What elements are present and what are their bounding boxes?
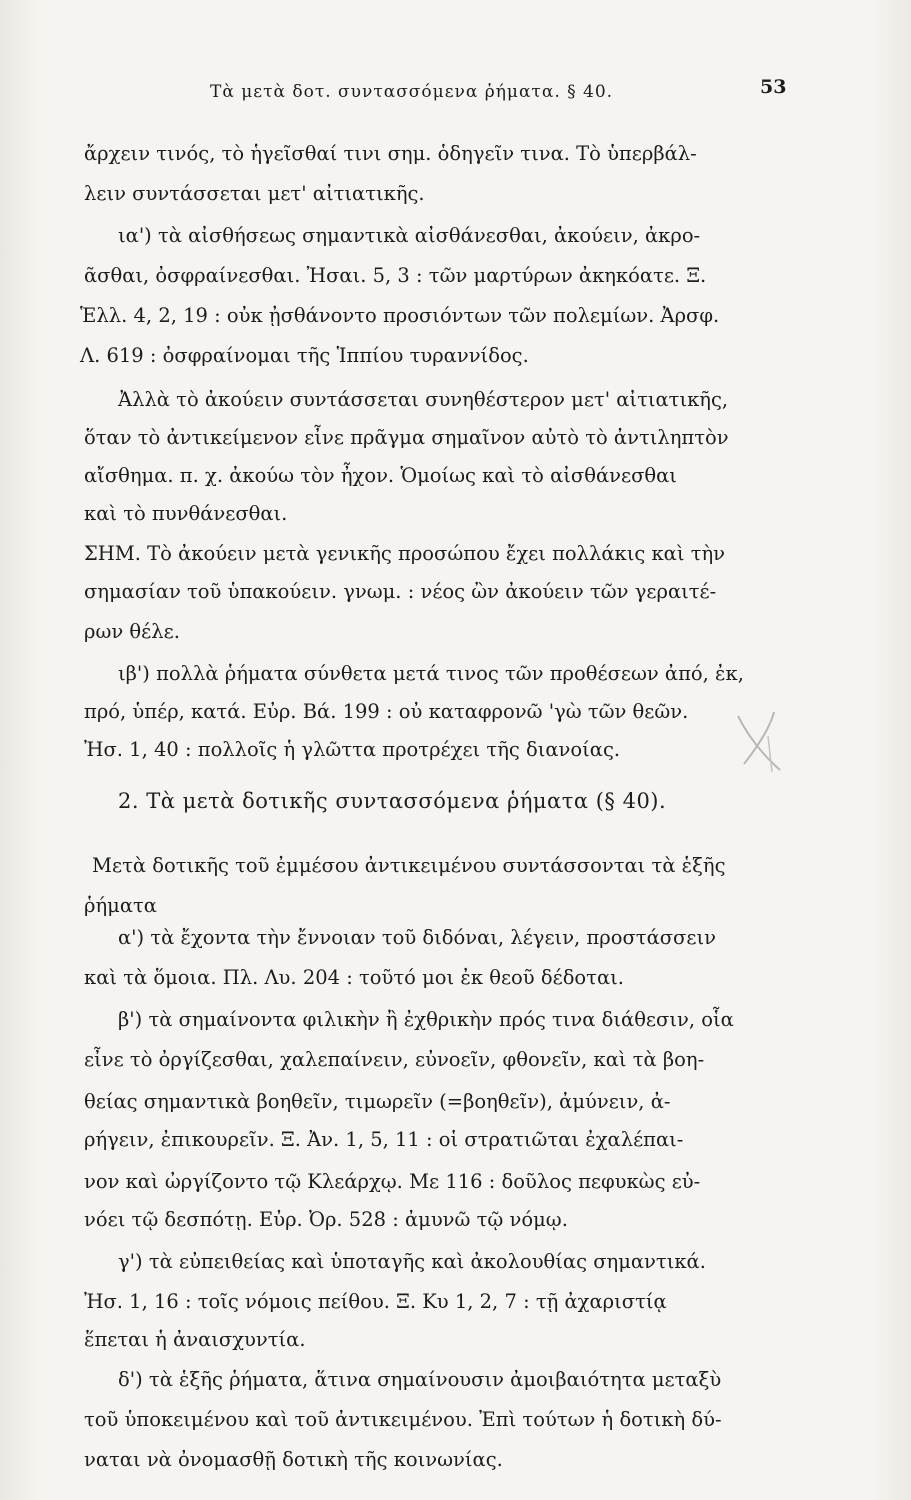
text-line: πρό, ὑπέρ, κατά. Εὐρ. Βά. 199 : οὐ καταφρονῶ 'γὼ τῶν θεῶν. [84,700,689,723]
text-line: λειν συντάσσεται μετ' αἰτιατικῆς. [84,182,425,205]
text-line: ῥήματα [84,894,157,917]
text-line: β') τὰ σημαίνοντα φιλικὴν ἢ ἐχθρικὴν πρός τινα διάθεσιν, οἷα [118,1008,734,1031]
text-line: εἶνε τὸ ὀργίζεσθαι, χαλεπαίνειν, εὐνοεῖν, φθονεῖν, καὶ τὰ βοη- [84,1048,705,1071]
text-line: νόει τῷ δεσπότῃ. Εὐρ. Ὀρ. 528 : ἀμυνῶ τῷ νόμῳ. [84,1208,568,1231]
text-line: ρων θέλε. [84,620,180,643]
text-line: νον καὶ ὠργίζοντο τῷ Κλεάρχῳ. Με 116 : δοῦλος πεφυκὼς εὐ- [84,1170,701,1193]
page-number: 53 [760,76,787,98]
text-line: τοῦ ὑποκειμένου καὶ τοῦ ἀντικειμένου. Ἐπὶ τούτων ἡ δοτικὴ δύ- [84,1408,722,1431]
text-line: δ') τὰ ἑξῆς ῥήματα, ἅτινα σημαίνουσιν ἀμοιβαιότητα μεταξὺ [118,1368,722,1391]
text-line: Ἀλλὰ τὸ ἀκούειν συντάσσεται συνηθέστερον μετ' αἰτιατικῆς, [118,388,729,411]
text-line: καὶ τὸ πυνθάνεσθαι. [84,502,288,525]
text-line: ια') τὰ αἰσθήσεως σημαντικὰ αἰσθάνεσθαι, ἀκούειν, ἀκρο- [118,224,701,247]
text-line: θείας σημαντικὰ βοηθεῖν, τιμωρεῖν (=βοηθεῖν), ἀμύνειν, ἀ- [84,1090,671,1113]
text-line: ὅταν τὸ ἀντικείμενον εἶνε πρᾶγμα σημαῖνον αὐτὸ τὸ ἀντιληπτὸν [84,426,729,449]
text-line: Ἠσ. 1, 40 : πολλοῖς ἡ γλῶττα προτρέχει τῆς διανοίας. [84,738,621,761]
text-line: σημασίαν τοῦ ὑπακούειν. γνωμ. : νέος ὢν ἀκούειν τῶν γεραιτέ- [84,580,717,603]
text-line: γ') τὰ εὐπειθείας καὶ ὑποταγῆς καὶ ἀκολουθίας σημαντικά. [118,1250,706,1273]
text-line: Μετὰ δοτικῆς τοῦ ἐμμέσου ἀντικειμένου συντάσσονται τὰ ἑξῆς [92,854,726,877]
text-line: ιβ') πολλὰ ῥήματα σύνθετα μετά τινος τῶν προθέσεων ἀπό, ἐκ, [118,662,744,685]
text-line: ᾶσθαι, ὀσφραίνεσθαι. Ἠσαι. 5, 3 : τῶν μαρτύρων ἀκηκόατε. Ξ. [84,264,707,287]
text-line: ΣΗΜ. Τὸ ἀκούειν μετὰ γενικῆς προσώπου ἔχει πολλάκις καὶ τὴν [84,542,726,565]
text-line: ἄρχειν τινός, τὸ ἡγεῖσθαί τινι σημ. ὁδηγεῖν τινα. Τὸ ὑπερβάλ- [84,142,697,165]
text-line: Λ. 619 : ὀσφραίνομαι τῆς Ἱππίου τυραννίδος. [80,344,529,367]
text-line: α') τὰ ἔχοντα τὴν ἔννοιαν τοῦ διδόναι, λέγειν, προστάσσειν [118,926,716,949]
text-line: ρήγειν, ἐπικουρεῖν. Ξ. Ἀν. 1, 5, 11 : οἱ στρατιῶται ἐχαλέπαι- [84,1128,684,1151]
text-line: Ἠσ. 1, 16 : τοῖς νόμοις πείθου. Ξ. Κυ 1, 2, 7 : τῇ ἀχαριστίᾳ [84,1290,667,1313]
text-line: καὶ τὰ ὅμοια. Πλ. Λυ. 204 : τοῦτό μοι ἐκ θεοῦ δέδοται. [84,966,624,989]
text-line: αἴσθημα. π. χ. ἀκούω τὸν ἦχον. Ὁμοίως καὶ τὸ αἰσθάνεσθαι [84,464,677,487]
pencil-mark-icon [730,706,790,776]
text-line: ναται νὰ ὀνομασθῇ δοτικὴ τῆς κοινωνίας. [84,1448,503,1471]
section-heading: 2. Τὰ μετὰ δοτικῆς συντασσόμενα ῥήματα (§ 40). [118,789,667,813]
running-head: Τὰ μετὰ δοτ. συντασσόμενα ῥήματα. § 40. [210,82,614,102]
text-line: ἕπεται ἡ ἀναισχυντία. [84,1328,306,1351]
text-line: Ἑλλ. 4, 2, 19 : οὐκ ᾐσθάνοντο προσιόντων τῶν πολεμίων. Ἀρσφ. [80,304,720,327]
